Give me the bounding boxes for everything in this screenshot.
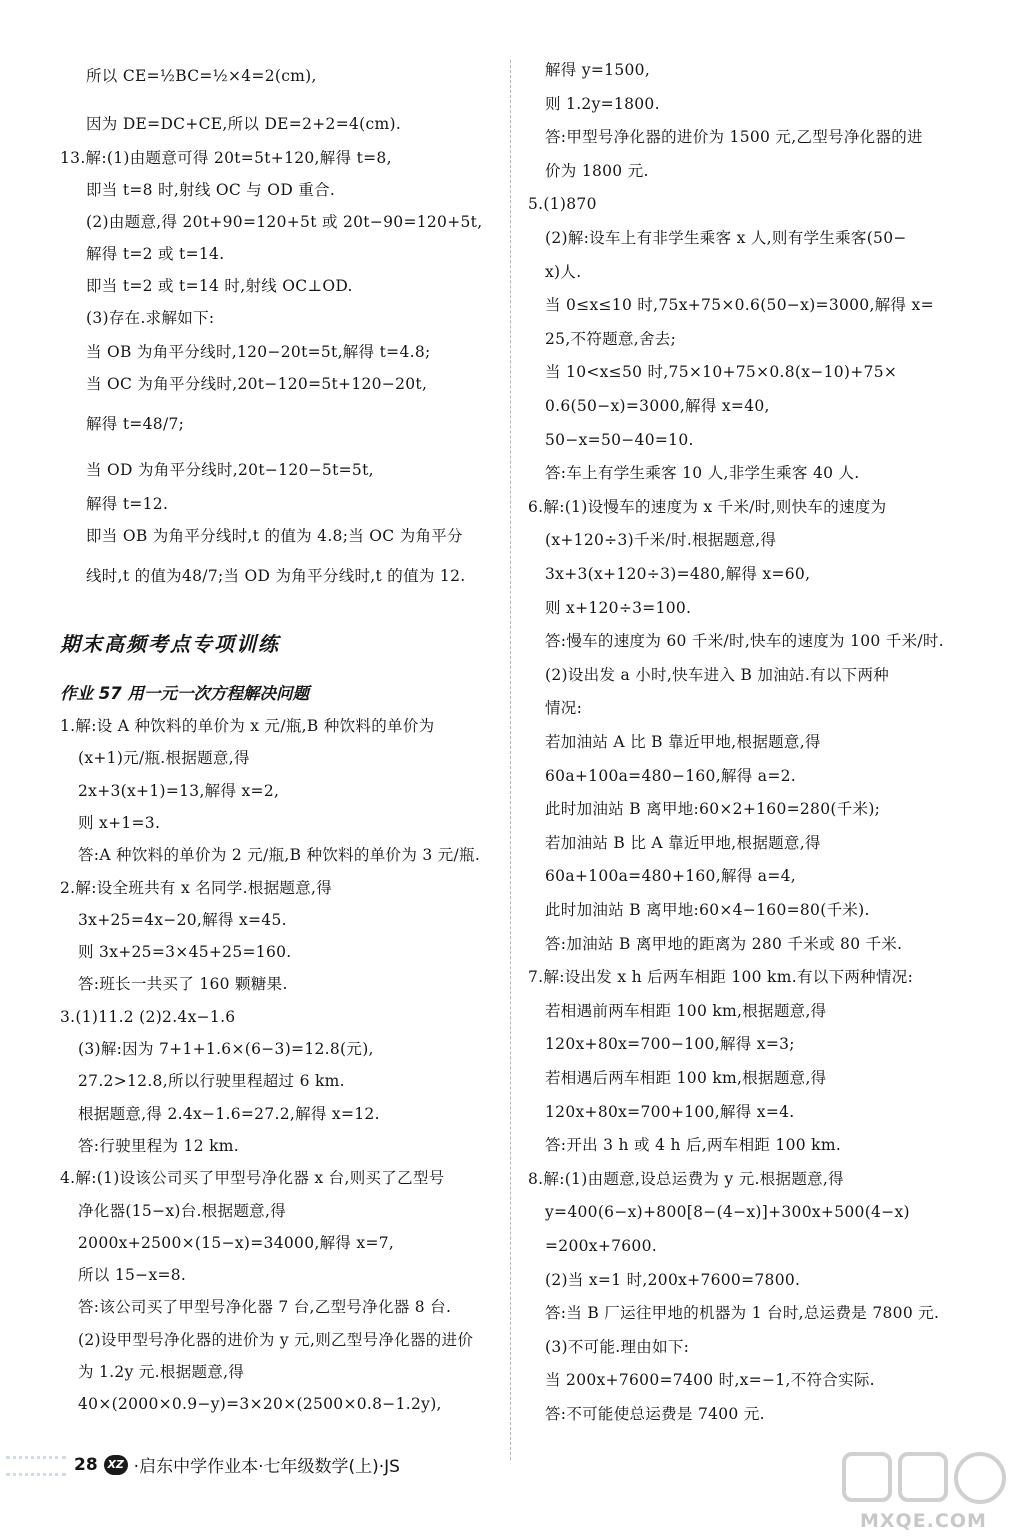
text-line: 则 x+120÷3=100. bbox=[545, 599, 692, 617]
text-line: 8.解:(1)由题意,设总运费为 y 元.根据题意,得 bbox=[528, 1170, 844, 1188]
text-line: (2)由题意,得 20t+90=120+5t 或 20t−90=120+5t, bbox=[86, 213, 483, 231]
page-footer bbox=[74, 1452, 400, 1477]
text-line: (2)当 x=1 时,200x+7600=7800. bbox=[545, 1271, 801, 1289]
text-line: 为 1.2y 元.根据题意,得 bbox=[78, 1363, 245, 1381]
text-line: 若加油站 A 比 B 靠近甲地,根据题意,得 bbox=[545, 733, 821, 751]
text-line: 13.解:(1)由题意可得 20t=5t+120,解得 t=8, bbox=[60, 149, 392, 167]
text-line: 答:A 种饮料的单价为 2 元/瓶,B 种饮料的单价为 3 元/瓶. bbox=[78, 846, 481, 864]
text-line: 2.解:设全班共有 x 名同学.根据题意,得 bbox=[60, 879, 333, 897]
text-line: 当 10<x≤50 时,75×10+75×0.8(x−10)+75× bbox=[545, 363, 898, 381]
text-line: 3.(1)11.2 (2)2.4x−1.6 bbox=[60, 1008, 236, 1026]
text-line: 3x+3(x+120÷3)=480,解得 x=60, bbox=[545, 565, 811, 583]
text-line: 情况: bbox=[545, 699, 583, 717]
text-line: x)人. bbox=[545, 263, 582, 281]
text-line: 2000x+2500×(15−x)=34000,解得 x=7, bbox=[78, 1234, 395, 1252]
text-line: 此时加油站 B 离甲地:60×4−160=80(千米). bbox=[545, 901, 870, 919]
text-line: 若相遇前两车相距 100 km,根据题意,得 bbox=[545, 1002, 827, 1020]
text-line: 6.解:(1)设慢车的速度为 x 千米/时,则快车的速度为 bbox=[528, 498, 887, 516]
text-line: 120x+80x=700−100,解得 x=3; bbox=[545, 1035, 795, 1053]
text-line: =200x+7600. bbox=[545, 1237, 657, 1255]
text-line: 40×(2000×0.9−y)=3×20×(2500×0.8−1.2y), bbox=[78, 1395, 442, 1413]
text-line: 7.解:设出发 x h 后两车相距 100 km.有以下两种情况: bbox=[528, 968, 914, 986]
page-number: 28 bbox=[74, 1454, 98, 1475]
text-line: 所以 15−x=8. bbox=[78, 1266, 187, 1284]
text-line: 所以 CE=½BC=½×4=2(cm), bbox=[86, 67, 317, 85]
text-line: 当 0≤x≤10 时,75x+75×0.6(50−x)=3000,解得 x= bbox=[545, 296, 934, 314]
text-line: 当 200x+7600=7400 时,x=−1,不符合实际. bbox=[545, 1371, 875, 1389]
text-line: 3x+25=4x−20,解得 x=45. bbox=[78, 911, 287, 929]
corner-decoration bbox=[6, 1456, 66, 1476]
text-line: (2)设出发 a 小时,快车进入 B 加油站.有以下两种 bbox=[545, 666, 890, 684]
text-line: 答:不可能使总运费是 7400 元. bbox=[545, 1405, 765, 1423]
text-line: (3)解:因为 7+1+1.6×(6−3)=12.8(元), bbox=[78, 1040, 374, 1058]
text-line: 若加油站 B 比 A 靠近甲地,根据题意,得 bbox=[545, 834, 821, 852]
text-line: 答:车上有学生乘客 10 人,非学生乘客 40 人. bbox=[545, 464, 860, 482]
text-line: 0.6(50−x)=3000,解得 x=40, bbox=[545, 397, 770, 415]
text-line: (2)设甲型号净化器的进价为 y 元,则乙型号净化器的进价 bbox=[78, 1331, 474, 1349]
text-line: 60a+100a=480+160,解得 a=4, bbox=[545, 867, 796, 885]
text-line: (3)不可能.理由如下: bbox=[545, 1338, 690, 1356]
text-line: 则 1.2y=1800. bbox=[545, 95, 660, 113]
text-line: 50−x=50−40=10. bbox=[545, 431, 694, 449]
text-line: 当 OB 为角平分线时,120−20t=5t,解得 t=4.8; bbox=[86, 343, 431, 361]
text-line: 120x+80x=700+100,解得 x=4. bbox=[545, 1103, 795, 1121]
text-line: 25,不符题意,舍去; bbox=[545, 330, 677, 348]
text-line: 解得 t=2 或 t=14. bbox=[86, 245, 225, 263]
text-line: 因为 DE=DC+CE,所以 DE=2+2=4(cm). bbox=[86, 115, 402, 133]
text-line: 解得 t=48/7; bbox=[86, 415, 185, 433]
section-title: 期末高频考点专项训练 bbox=[60, 632, 280, 656]
text-line: y=400(6−x)+800[8−(4−x)]+300x+500(4−x) bbox=[545, 1203, 910, 1221]
text-line: 4.解:(1)设该公司买了甲型号净化器 x 台,则买了乙型号 bbox=[60, 1169, 445, 1187]
text-line: 答:加油站 B 离甲地的距离为 280 千米或 80 千米. bbox=[545, 935, 903, 953]
text-line: 即当 OB 为角平分线时,t 的值为 4.8;当 OC 为角平分 bbox=[86, 527, 463, 545]
text-line: 则 x+1=3. bbox=[78, 814, 161, 832]
text-line: 答:慢车的速度为 60 千米/时,快车的速度为 100 千米/时. bbox=[545, 632, 944, 650]
text-line: 此时加油站 B 离甲地:60×2+160=280(千米); bbox=[545, 800, 881, 818]
watermark-text: MXQE.COM bbox=[860, 1510, 987, 1532]
text-line: 根据题意,得 2.4x−1.6=27.2,解得 x=12. bbox=[78, 1105, 380, 1123]
column-divider bbox=[510, 60, 511, 1460]
text-line: 即当 t=2 或 t=14 时,射线 OC⊥OD. bbox=[86, 277, 353, 295]
text-line: 当 OC 为角平分线时,20t−120=5t+120−20t, bbox=[86, 375, 428, 393]
text-line: 答:行驶里程为 12 km. bbox=[78, 1137, 240, 1155]
text-line: (x+1)元/瓶.根据题意,得 bbox=[78, 749, 250, 767]
text-line: 答:甲型号净化器的进价为 1500 元,乙型号净化器的进 bbox=[545, 128, 923, 146]
text-line: 价为 1800 元. bbox=[545, 162, 649, 180]
text-line: 答:班长一共买了 160 颗糖果. bbox=[78, 975, 288, 993]
text-line: 答:该公司买了甲型号净化器 7 台,乙型号净化器 8 台. bbox=[78, 1298, 452, 1316]
text-line: (x+120÷3)千米/时.根据题意,得 bbox=[545, 531, 777, 549]
text-line: (3)存在.求解如下: bbox=[86, 309, 215, 327]
text-line: 1.解:设 A 种饮料的单价为 x 元/瓶,B 种饮料的单价为 bbox=[60, 717, 435, 735]
text-line: 答:当 B 厂运往甲地的机器为 1 台时,总运费是 7800 元. bbox=[545, 1304, 940, 1322]
text-line: (2)解:设车上有非学生乘客 x 人,则有学生乘客(50− bbox=[545, 229, 907, 247]
text-line: 解得 y=1500, bbox=[545, 61, 651, 79]
text-line: 解得 t=12. bbox=[86, 495, 169, 513]
text-line: 当 OD 为角平分线时,20t−120−5t=5t, bbox=[86, 461, 374, 479]
text-line: 27.2>12.8,所以行驶里程超过 6 km. bbox=[78, 1072, 345, 1090]
text-line: 60a+100a=480−160,解得 a=2. bbox=[545, 767, 796, 785]
text-line: 2x+3(x+1)=13,解得 x=2, bbox=[78, 782, 280, 800]
text-line: 若相遇后两车相距 100 km,根据题意,得 bbox=[545, 1069, 827, 1087]
text-line: 答:开出 3 h 或 4 h 后,两车相距 100 km. bbox=[545, 1136, 842, 1154]
text-line: 即当 t=8 时,射线 OC 与 OD 重合. bbox=[86, 181, 336, 199]
text-line: 则 3x+25=3×45+25=160. bbox=[78, 943, 292, 961]
homework-title: 作业 57 用一元一次方程解决问题 bbox=[60, 684, 309, 703]
text-line: 5.(1)870 bbox=[528, 195, 597, 213]
text-line: 线时,t 的值为48/7;当 OD 为角平分线时,t 的值为 12. bbox=[86, 567, 466, 585]
publisher-logo-icon: XZ bbox=[104, 1455, 128, 1475]
text-line: 净化器(15−x)台.根据题意,得 bbox=[78, 1202, 287, 1220]
book-title: ·启东中学作业本·七年级数学(上)·JS bbox=[133, 1457, 400, 1477]
